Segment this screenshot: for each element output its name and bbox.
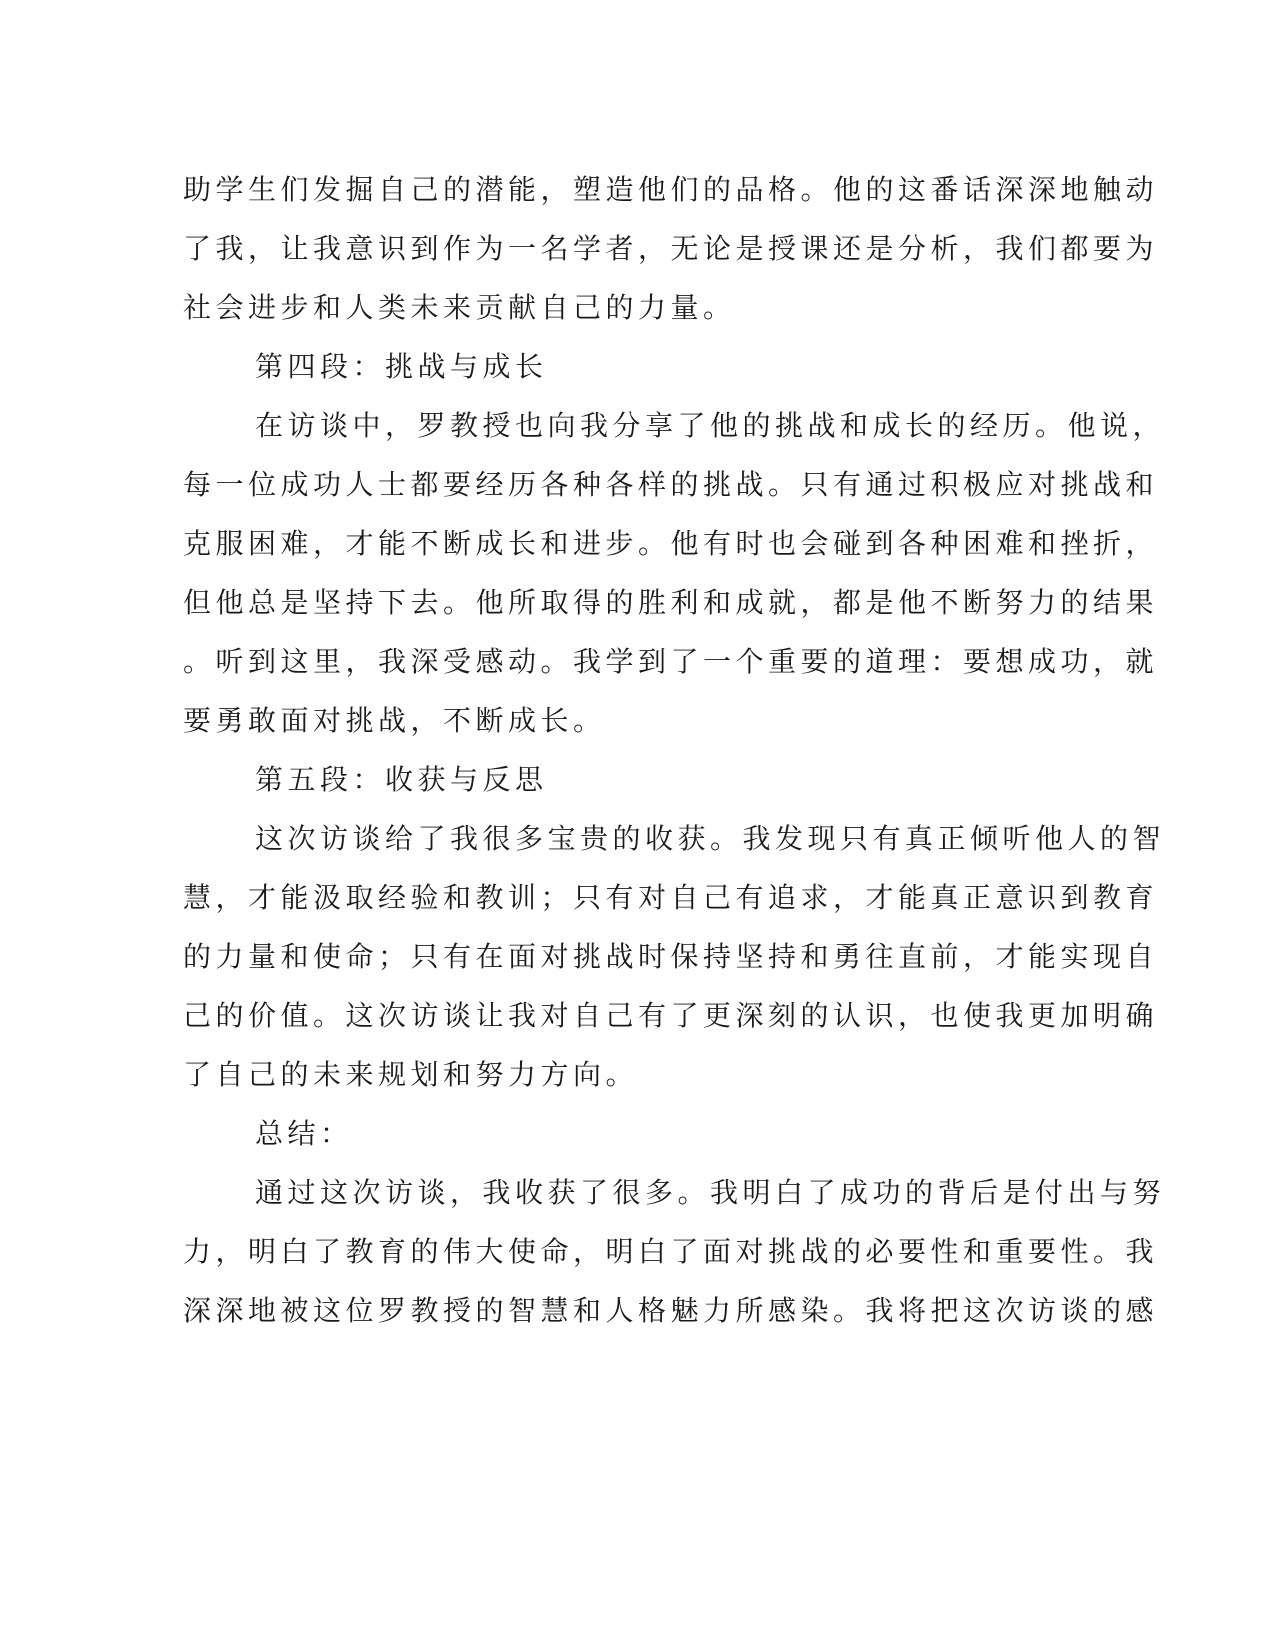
text-line: 慧，才能汲取经验和教训；只有对自己有追求，才能真正意识到教育: [183, 881, 1159, 914]
text-line: 。听到这里，我深受感动。我学到了一个重要的道理：要想成功，就: [183, 645, 1159, 678]
text-line: 要勇敢面对挑战，不断成长。: [183, 704, 606, 737]
text-line: 了我，让我意识到作为一名学者，无论是授课还是分析，我们都要为: [183, 232, 1159, 265]
text-line: 每一位成功人士都要经历各种各样的挑战。只有通过积极应对挑战和: [183, 468, 1159, 501]
text-line: 深深地被这位罗教授的智慧和人格魅力所感染。我将把这次访谈的感: [183, 1294, 1159, 1327]
text-line: 了自己的未来规划和努力方向。: [183, 1058, 639, 1091]
text-line: 在访谈中，罗教授也向我分享了他的挑战和成长的经历。他说，: [255, 409, 1166, 442]
text-line: 通过这次访谈，我收获了很多。我明白了成功的背后是付出与努: [255, 1176, 1166, 1209]
text-line: 社会进步和人类未来贡献自己的力量。: [183, 291, 736, 324]
text-line: 的力量和使命；只有在面对挑战时保持坚持和勇往直前，才能实现自: [183, 940, 1159, 973]
document-body: [183, 160, 1166, 1340]
section-heading: 第四段：挑战与成长: [255, 350, 548, 383]
text-line: 助学生们发掘自己的潜能，塑造他们的品格。他的这番话深深地触动: [183, 173, 1159, 206]
text-line: 但他总是坚持下去。他所取得的胜利和成就，都是他不断努力的结果: [183, 586, 1159, 619]
text-line: 克服困难，才能不断成长和进步。他有时也会碰到各种困难和挫折，: [183, 527, 1159, 560]
text-line: 这次访谈给了我很多宝贵的收获。我发现只有真正倾听他人的智: [255, 822, 1166, 855]
section-heading: 总结：: [255, 1117, 353, 1150]
section-heading: 第五段：收获与反思: [255, 763, 548, 796]
text-line: 己的价值。这次访谈让我对自己有了更深刻的认识，也使我更加明确: [183, 999, 1159, 1032]
text-line: 力，明白了教育的伟大使命，明白了面对挑战的必要性和重要性。我: [183, 1235, 1159, 1268]
